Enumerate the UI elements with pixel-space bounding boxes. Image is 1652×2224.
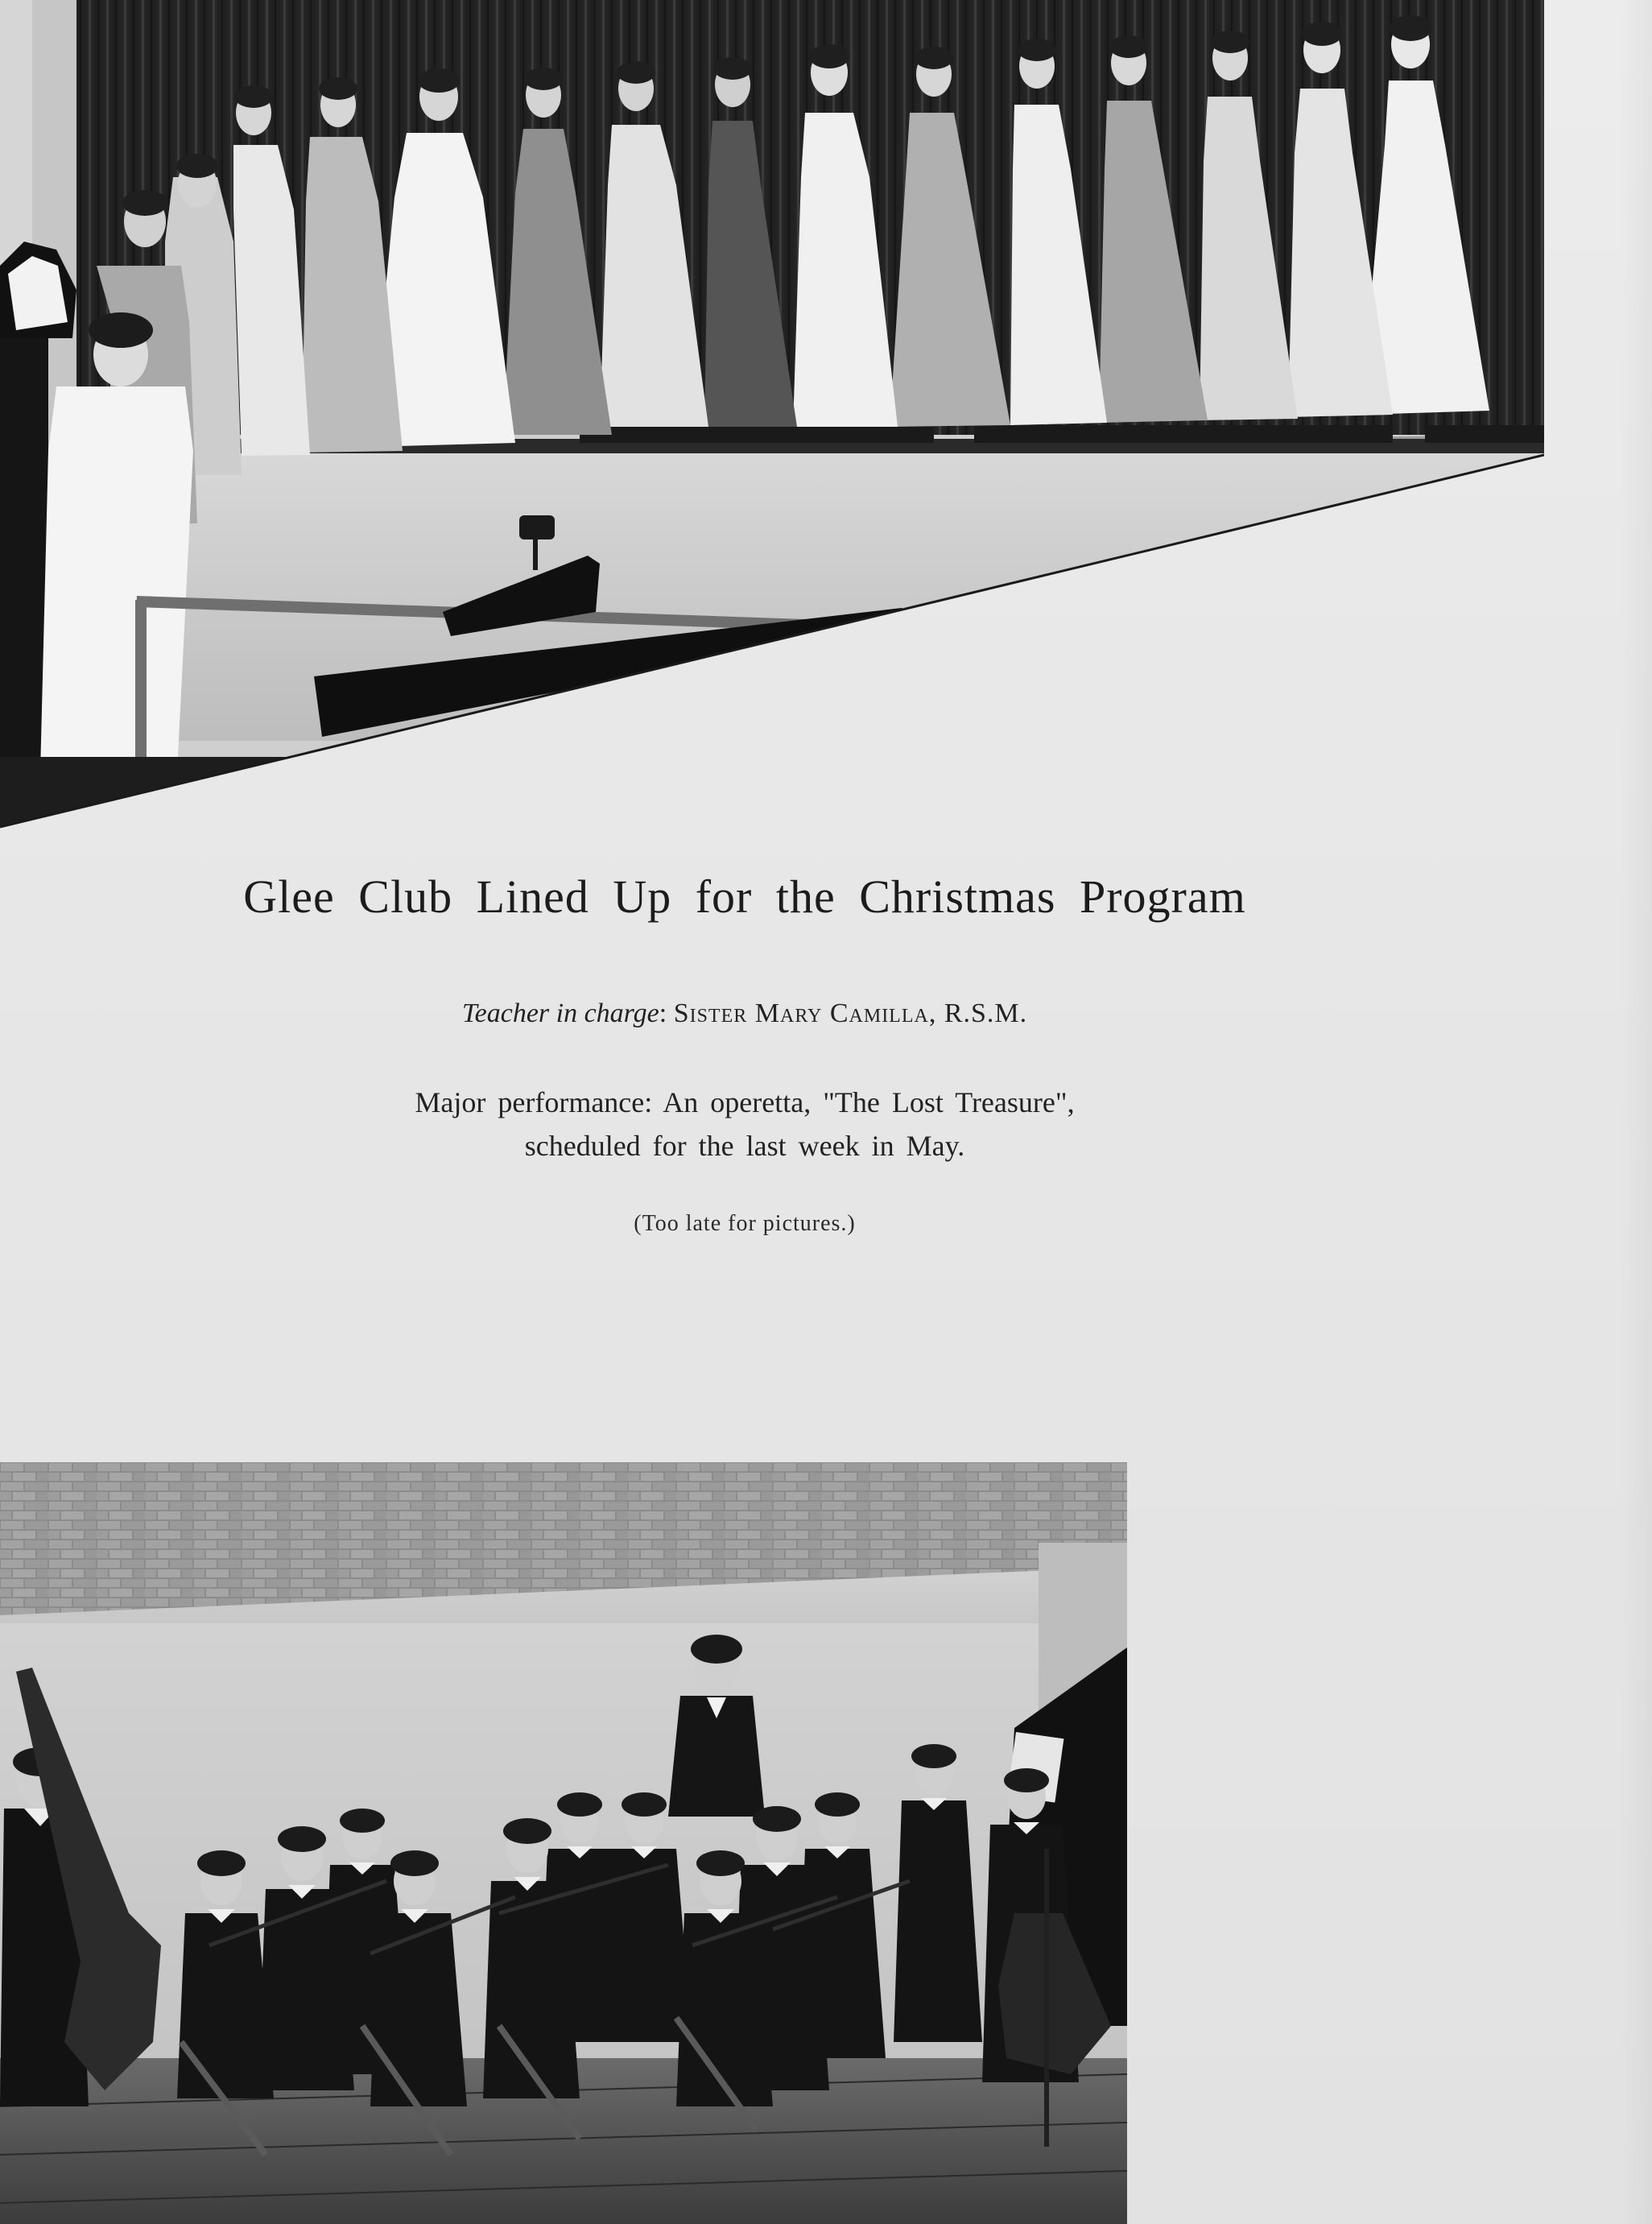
page-edge-shade (1620, 0, 1652, 2224)
performance-line-1: Major performance: An operetta, "The Lost Treasure", (415, 1086, 1075, 1118)
performance-line-2: scheduled for the last week in May. (524, 1130, 965, 1162)
performance-text (0, 1081, 1489, 1168)
caption-title: Glee Club Lined Up for the Christmas Program (243, 870, 1246, 923)
teacher-line (0, 998, 1489, 1029)
note-text: (Too late for pictures.) (634, 1211, 856, 1236)
teacher-separator: : (659, 998, 667, 1028)
glee-club-photo (0, 0, 1544, 829)
teacher-label: Teacher in charge (461, 998, 659, 1028)
orchestra-photo (0, 1462, 1127, 2224)
teacher-name: Sister Mary Camilla, R.S.M. (673, 998, 1028, 1028)
